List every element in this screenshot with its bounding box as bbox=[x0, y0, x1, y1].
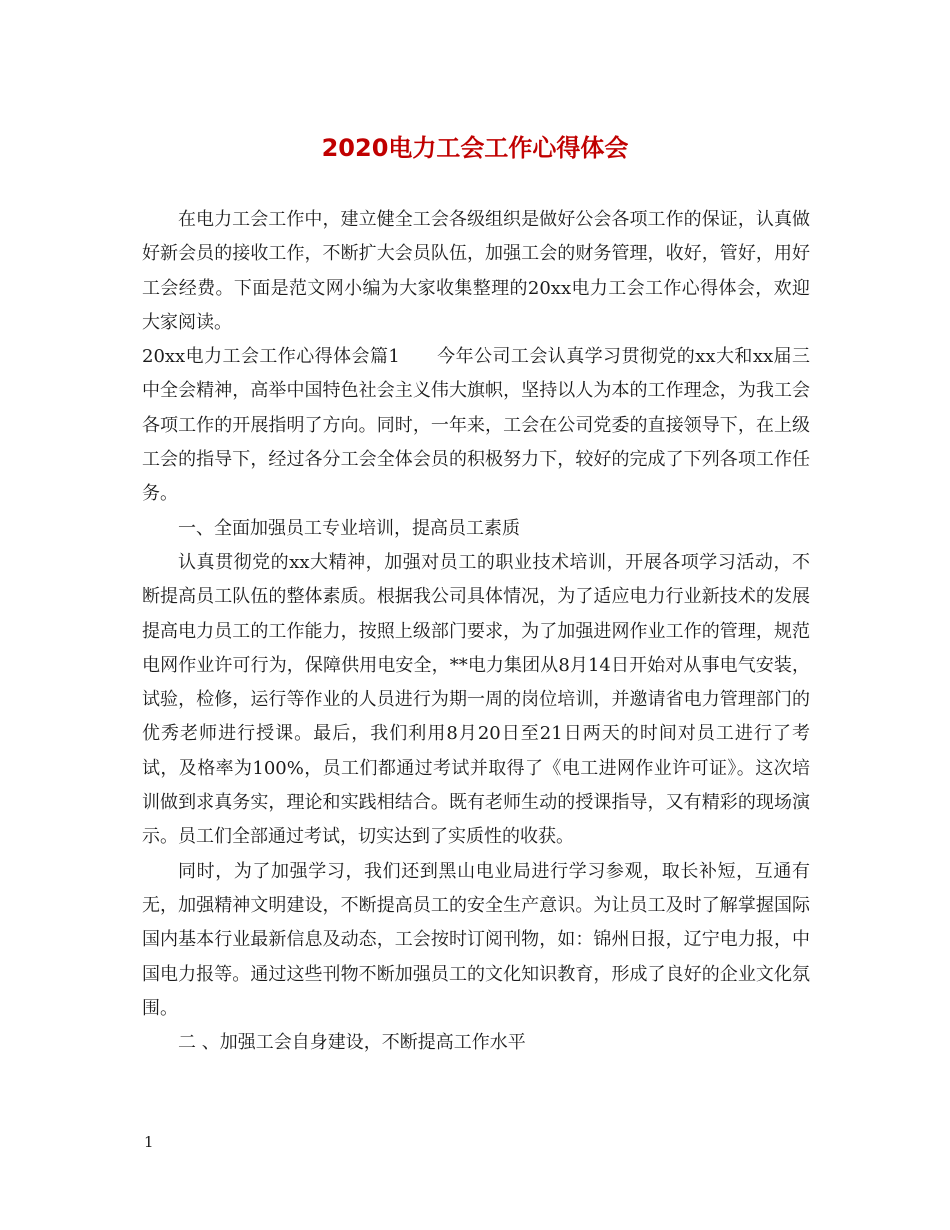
document-body bbox=[142, 203, 810, 1060]
heading-training: 一、全面加强员工专业培训，提高员工素质 bbox=[178, 517, 520, 539]
document-title: 2020电力工会工作心得体会 bbox=[321, 134, 629, 162]
study-paragraph: 同时，为了加强学习，我们还到黑山电业局进行学习参观，取长补短，互通有无，加强精神文明建设，不断提高员工的安全生产意识。为让员工及时了解掌握国际国内基本行业最新信息及动态，工会按时订阅刊物，如：锦州日报，辽宁电力报，中国电力报等。通过这些刊物不断加强员工的文化知识教育，形成了良好的企业文化氛围。 bbox=[142, 860, 810, 1019]
training-paragraph: 认真贯彻党的xx大精神，加强对员工的职业技术培训，开展各项学习活动，不断提高员工队伍的整体素质。根据我公司具体情况，为了适应电力行业新技术的发展提高电力员工的工作能力，按照上级部门要求，为了加强进网作业工作的管理，规范电网作业许可行为，保障供用电安全，**电力集团从8月14日开始对从事电气安装，试验，检修，运行等作业的人员进行为期一周的岗位培训，并邀请省电力管理部门的优秀老师进行授课。最后，我们利用8月20日至21日两天的时间对员工进行了考试，及格率为100%，员工们都通过考试并取得了《电工进网作业许可证》。这次培训做到求真务实，理论和实践相结合。既有老师生动的授课指导，又有精彩的现场演示。员工们全部通过考试，切实达到了实质性的收获。 bbox=[142, 551, 810, 848]
section-1-paragraph: 20xx电力工会工作心得体会篇1 今年公司工会认真学习贯彻党的xx大和xx届三中全会精神，高举中国特色社会主义伟大旗帜，坚持以人为本的工作理念，为我工会各项工作的开展指明了方向。同时，一年来，工会在公司党委的直接领导下，在上级工会的指导下，经过各分工会全体会员的积极努力下，较好的完成了下列各项工作任务。 bbox=[142, 346, 810, 505]
intro-paragraph: 在电力工会工作中，建立健全工会各级组织是做好公会各项工作的保证，认真做好新会员的接收工作，不断扩大会员队伍，加强工会的财务管理，收好，管好，用好工会经费。下面是范文网小编为大家收集整理的20xx电力工会工作心得体会，欢迎大家阅读。 bbox=[142, 209, 810, 333]
heading-self-building: 二 、加强工会自身建设，不断提高工作水平 bbox=[178, 1032, 526, 1054]
page-number: 1 bbox=[144, 1133, 154, 1151]
